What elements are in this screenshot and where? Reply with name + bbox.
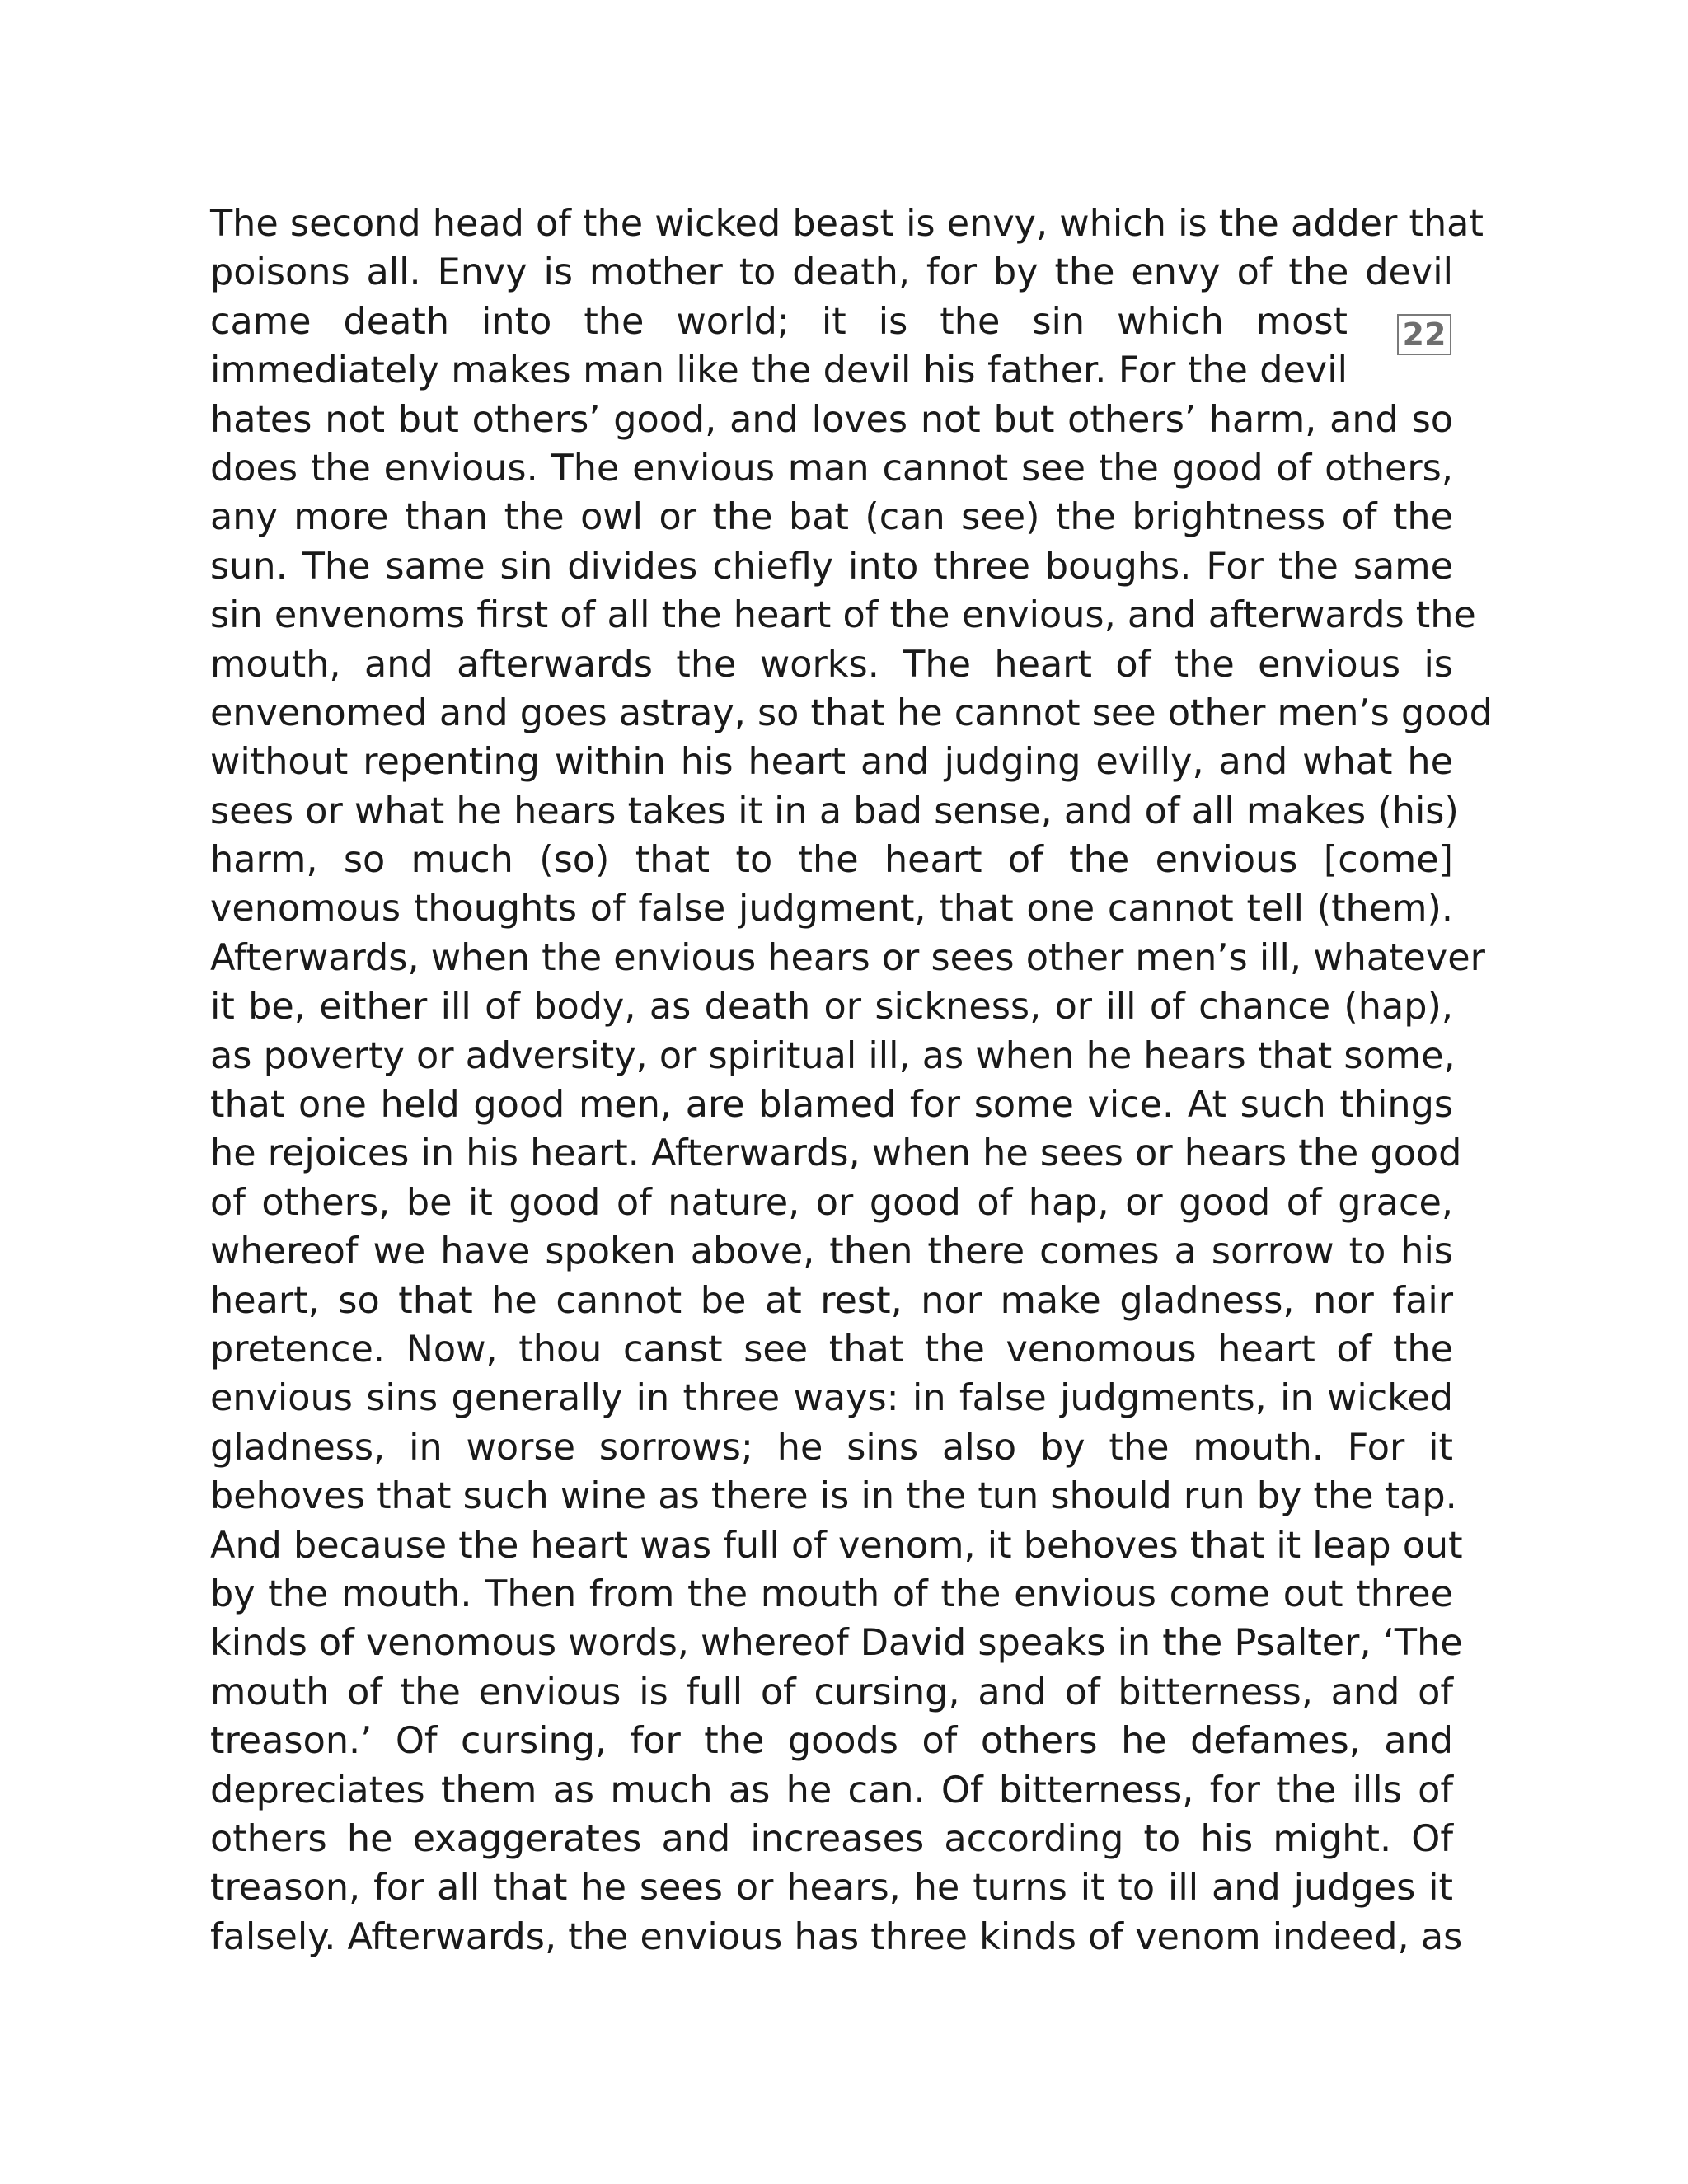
page-number-box: 22 bbox=[1397, 314, 1451, 355]
text-line: that one held good men, are blamed for some vice. At such things bbox=[210, 1084, 1453, 1127]
text-line: by the mouth. Then from the mouth of the envious come out three bbox=[210, 1572, 1453, 1615]
text-line: kinds of venomous words, whereof David speaks in the Psalter, ‘The bbox=[210, 1622, 1463, 1665]
text-line: whereof we have spoken above, then there comes a sorrow to his bbox=[210, 1230, 1453, 1273]
text-line: he rejoices in his heart. Afterwards, when he sees or hears the good bbox=[210, 1132, 1462, 1175]
text-line: treason, for all that he sees or hears, he turns it to ill and judges it bbox=[210, 1867, 1453, 1910]
text-line: hates not but others’ good, and loves not but others’ harm, and so bbox=[210, 398, 1453, 441]
text-line: any more than the owl or the bat (can see) the brightness of the bbox=[210, 496, 1453, 539]
text-line: envenomed and goes astray, so that he cannot see other men’s good bbox=[210, 691, 1493, 734]
text-line: as poverty or adversity, or spiritual ill, as when he hears that some, bbox=[210, 1034, 1456, 1077]
text-line: venomous thoughts of false judgment, that one cannot tell (them). bbox=[210, 888, 1453, 930]
body-text bbox=[210, 199, 1493, 1961]
text-line: falsely. Afterwards, the envious has three kinds of venom indeed, as bbox=[210, 1915, 1463, 1958]
text-line: envious sins generally in three ways: in false judgments, in wicked bbox=[210, 1377, 1453, 1420]
text-line: of others, be it good of nature, or good of hap, or good of grace, bbox=[210, 1181, 1453, 1224]
text-line: depreciates them as much as he can. Of bitterness, for the ills of bbox=[210, 1769, 1453, 1811]
text-line: gladness, in worse sorrows; he sins also by the mouth. For it bbox=[210, 1426, 1453, 1469]
text-line: Afterwards, when the envious hears or sees other men’s ill, whatever bbox=[210, 936, 1485, 979]
text-line: And because the heart was full of venom, it behoves that it leap out bbox=[210, 1524, 1463, 1567]
text-line: immediately makes man like the devil his father. For the devil bbox=[210, 349, 1348, 392]
text-line: mouth of the envious is full of cursing, and of bitterness, and of bbox=[210, 1671, 1453, 1713]
text-line: harm, so much (so) that to the heart of the envious [come] bbox=[210, 839, 1453, 882]
text-line: pretence. Now, thou canst see that the venomous heart of the bbox=[210, 1328, 1453, 1371]
text-line: sees or what he hears takes it in a bad sense, and of all makes (his) bbox=[210, 790, 1459, 832]
text-line: treason.’ Of cursing, for the goods of others he defames, and bbox=[210, 1720, 1453, 1763]
text-line: heart, so that he cannot be at rest, nor make gladness, nor fair bbox=[210, 1279, 1453, 1322]
text-line: does the envious. The envious man cannot see the good of others, bbox=[210, 447, 1453, 490]
text-line: it be, either ill of body, as death or sickness, or ill of chance (hap), bbox=[210, 986, 1453, 1029]
text-line: others he exaggerates and increases according to his might. Of bbox=[210, 1817, 1453, 1860]
text-line: behoves that such wine as there is in the tun should run by the tap. bbox=[210, 1475, 1457, 1518]
text-line: came death into the world; it is the sin which most bbox=[210, 300, 1348, 343]
text-line: sun. The same sin divides chiefly into three boughs. For the same bbox=[210, 545, 1453, 588]
text-line: sin envenoms first of all the heart of the envious, and afterwards the bbox=[210, 594, 1476, 637]
text-line: The second head of the wicked beast is envy, which is the adder that bbox=[210, 203, 1484, 245]
text-line: mouth, and afterwards the works. The heart of the envious is bbox=[210, 643, 1453, 686]
text-line: without repenting within his heart and judging evilly, and what he bbox=[210, 741, 1453, 784]
text-line: poisons all. Envy is mother to death, for by the envy of the devil bbox=[210, 251, 1453, 294]
